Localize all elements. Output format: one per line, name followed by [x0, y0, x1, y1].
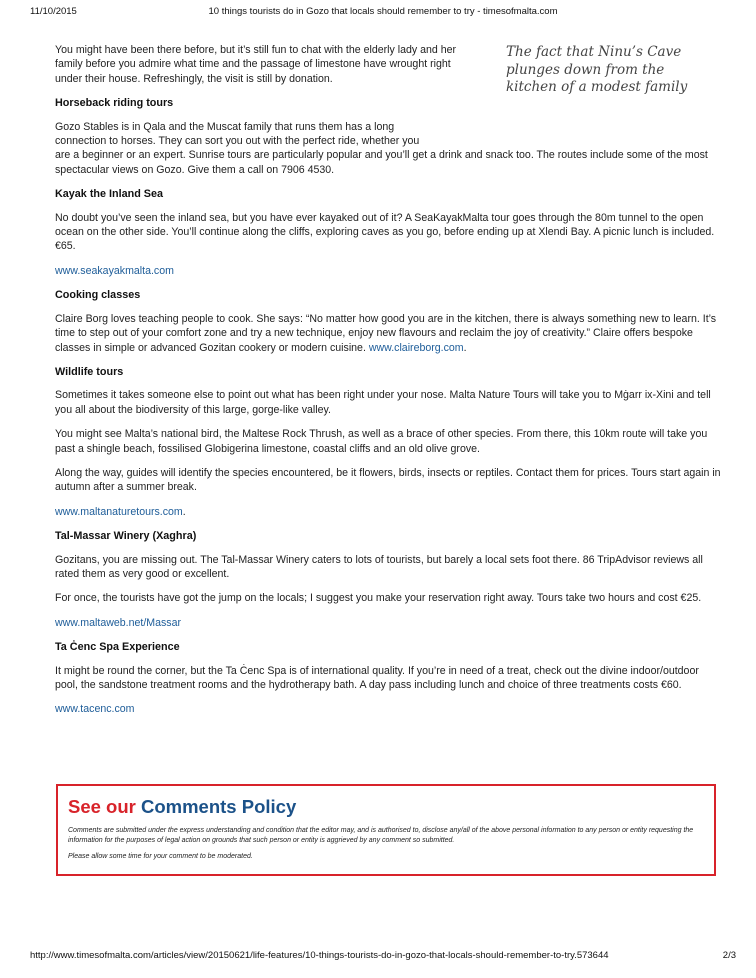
winery-paragraph-1: Gozitans, you are missing out. The Tal-Massar Winery caters to lots of tourists, but barely a local sets foot there. 86 TripAdvisor reviews all rated them as very good or excellent. — [55, 553, 703, 580]
print-url: http://www.timesofmalta.com/articles/view/20150621/life-features/10-things-tourists-do-in-gozo-that-locals-should-remember-to-try.573644 — [30, 950, 609, 961]
comments-disclaimer: Comments are submitted under the express understanding and condition that the editor may, and is authorised to, disclose any/all of the above personal information to any person or entity requesting the information for the purposes of legal action on grounds that such person or entity is aggrieved by any comment so submitted. — [68, 827, 694, 844]
horseback-rest: are a beginner or an expert. Sunrise tours are particularly popular and you’ll get a drink and snack too. The routes include some of the most spectacular views on Gozo. Give them a call on 7906 4530. — [55, 149, 708, 176]
seakayak-link[interactable]: www.seakayakmalta.com — [55, 264, 174, 277]
horseback-line-2: connection to horses. They can sort you out with the perfect ride, whether you — [55, 135, 420, 148]
section-title-cooking: Cooking classes — [55, 289, 141, 302]
kayak-paragraph: No doubt you’ve seen the inland sea, but you have ever kayaked out of it? A SeaKayakMalta tour goes through the 80m tunnel to the open ocean on the other side. You’ll continue along the cliffs, exploring caves as you go, before ending up at Xlendi Bay. A picnic lunch is included. €65. — [55, 211, 715, 253]
claireborg-link[interactable]: www.claireborg.com — [368, 341, 464, 354]
maltanaturetours-link[interactable]: www.maltanaturetours.com — [55, 505, 183, 518]
comments-policy-heading-prefix: See our — [68, 796, 141, 817]
pull-quote-text: The fact that Ninu’s Cave plunges down from the kitchen of a modest family — [506, 44, 688, 95]
cooking-paragraph — [55, 312, 721, 355]
winery-paragraph-2: For once, the tourists have got the jump on the locals; I suggest you make your reservation right away. Tours take two hours and cost €25. — [55, 592, 702, 605]
page-number: 2/3 — [722, 950, 736, 961]
section-title-spa: Ta Ċenc Spa Experience — [55, 641, 180, 654]
comments-policy-link[interactable]: Comments Policy — [141, 796, 297, 817]
article-body — [55, 43, 721, 727]
print-date: 11/10/2015 — [30, 6, 77, 17]
section-title-horseback: Horseback riding tours — [55, 97, 174, 110]
section-title-wildlife: Wildlife tours — [55, 365, 124, 378]
section-title-kayak: Kayak the Inland Sea — [55, 188, 164, 201]
section-title-winery: Tal-Massar Winery (Xaghra) — [55, 530, 197, 543]
maltaweb-massar-link[interactable]: www.maltaweb.net/Massar — [55, 616, 181, 629]
wildlife-paragraph-3: Along the way, guides will identify the species encountered, be it flowers, birds, insects or reptiles. Contact them for prices. Tours start again in autumn after a summer break. — [55, 466, 721, 494]
comments-policy-box — [56, 784, 716, 876]
tacenc-link[interactable]: www.tacenc.com — [55, 703, 135, 716]
wildlife-link-suffix: . — [182, 505, 186, 518]
cooking-text: Claire Borg loves teaching people to cook. She says: “No matter how good you are in the kitchen, there is always something new to learn. It’s time to step out of your comfort zone and try a new technique, enjoy new flavours and reclaim the joy of creativity.” Claire offers bespoke classes in simple or advanced Gozitan cookery or modern cuisine. — [55, 312, 717, 354]
wildlife-paragraph-2: You might see Malta’s national bird, the Maltese Rock Thrush, as well as a brace of other species. From there, this 10km route will take you past a shingle beach, fossilised Globigerina limestone, coastal cliffs and an old olive grove. — [55, 428, 708, 455]
wildlife-paragraph-1: Sometimes it takes someone else to point out what has been right under your nose. Malta Nature Tours will take you to Mġarr ix-Xini and tell you all about the biodiversity of this large, gorge-like valley. — [55, 389, 711, 416]
horseback-paragraph — [55, 120, 721, 178]
horseback-line-1: Gozo Stables is in Qala and the Muscat family that runs them has a long — [55, 120, 395, 133]
cooking-link-suffix: . — [463, 341, 467, 354]
comments-policy-heading — [68, 796, 704, 818]
comments-moderation-note: Please allow some time for your comment to be moderated. — [68, 853, 253, 860]
print-page-title: 10 things tourists do in Gozo that locals should remember to try - timesofmalta.com — [208, 6, 558, 17]
intro-paragraph: You might have been there before, but it’s still fun to chat with the elderly lady and her family before you admire what time and the passage of limestone have wrought right under their house. Refreshingly, the visit is still by donation. — [55, 44, 457, 85]
spa-paragraph: It might be round the corner, but the Ta Ċenc Spa is of international quality. If you’re in need of a treat, check out the divine indoor/outdoor pool, the sandstone treatment rooms and the hydrotherapy bath. A day pass including lunch and choice of three treatments costs €60. — [55, 664, 699, 691]
